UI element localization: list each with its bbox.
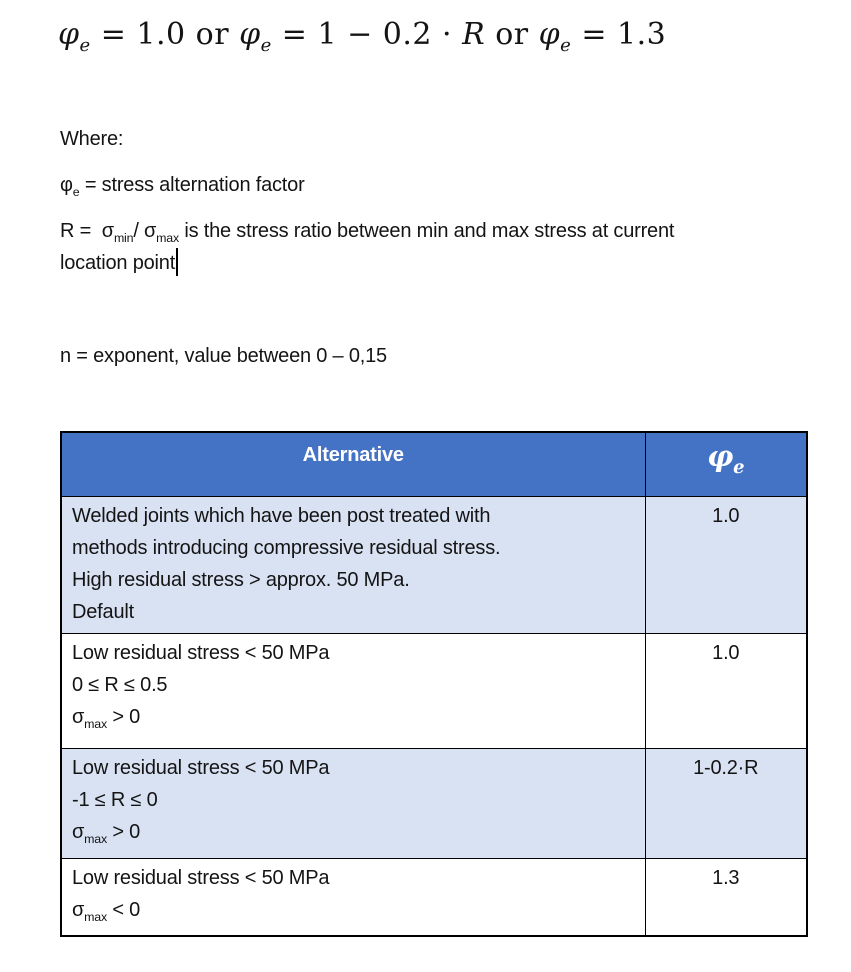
cell-line: $\sigma_{max} > 0$ bbox=[72, 705, 141, 731]
table-row bbox=[61, 748, 807, 858]
cell-line: 0 ≤ R ≤ 0.5 bbox=[72, 673, 168, 696]
cell-line: -1 ≤ R ≤ 0 bbox=[72, 788, 158, 811]
alternative-cell[interactable] bbox=[61, 496, 645, 633]
phi-value-cell[interactable]: 1-0.2·R bbox=[645, 748, 807, 858]
table-body bbox=[61, 496, 807, 936]
cell-line: $\sigma_{max} > 0$ bbox=[72, 820, 141, 846]
phi-formula-paragraph[interactable]: $\varphi_e = 1.0$ or $\varphi_e = 1 - 0.2 \cdot R$ or $\varphi_e = 1.3$ bbox=[58, 17, 667, 56]
cell-line: Low residual stress < 50 MPa bbox=[72, 641, 330, 664]
cell-line: High residual stress > approx. 50 MPa. bbox=[72, 568, 410, 591]
n-definition-paragraph[interactable]: n = exponent, value between 0 – 0,15 bbox=[60, 345, 387, 367]
cell-line: Low residual stress < 50 MPa bbox=[72, 756, 330, 779]
alternative-header-cell[interactable]: Alternative bbox=[61, 432, 645, 496]
alternative-table bbox=[60, 431, 808, 937]
cell-line: $\sigma_{max} < 0$ bbox=[72, 898, 141, 924]
phi-definition-paragraph[interactable]: $\varphi_e$ = stress alternation factor bbox=[60, 174, 305, 199]
alternative-cell[interactable] bbox=[61, 748, 645, 858]
r-definition-paragraph[interactable] bbox=[60, 215, 805, 279]
r-definition-line2: location point bbox=[60, 252, 176, 274]
phi-value-cell[interactable]: 1.0 bbox=[645, 633, 807, 748]
cell-line: Low residual stress < 50 MPa bbox=[72, 866, 330, 889]
table-row bbox=[61, 633, 807, 748]
r-definition-line1: $R = \sigma_{min}/$ $\sigma_{max}$ is the stress ratio between min and max stress at current bbox=[60, 220, 675, 245]
cell-line: methods introducing compressive residual stress. bbox=[72, 536, 501, 559]
alternative-cell[interactable] bbox=[61, 858, 645, 936]
cell-line: Welded joints which have been post treated with bbox=[72, 504, 491, 527]
alternative-cell[interactable] bbox=[61, 633, 645, 748]
where-label[interactable]: Where: bbox=[60, 128, 124, 150]
phi-header-cell[interactable]: $\varphi_e$ bbox=[645, 432, 807, 496]
table-row bbox=[61, 858, 807, 936]
table-header-row bbox=[61, 432, 807, 496]
text-cursor bbox=[176, 248, 178, 276]
phi-value-cell[interactable]: 1.3 bbox=[645, 858, 807, 936]
table-row bbox=[61, 496, 807, 633]
cell-line: Default bbox=[72, 600, 134, 623]
phi-value-cell[interactable]: 1.0 bbox=[645, 496, 807, 633]
